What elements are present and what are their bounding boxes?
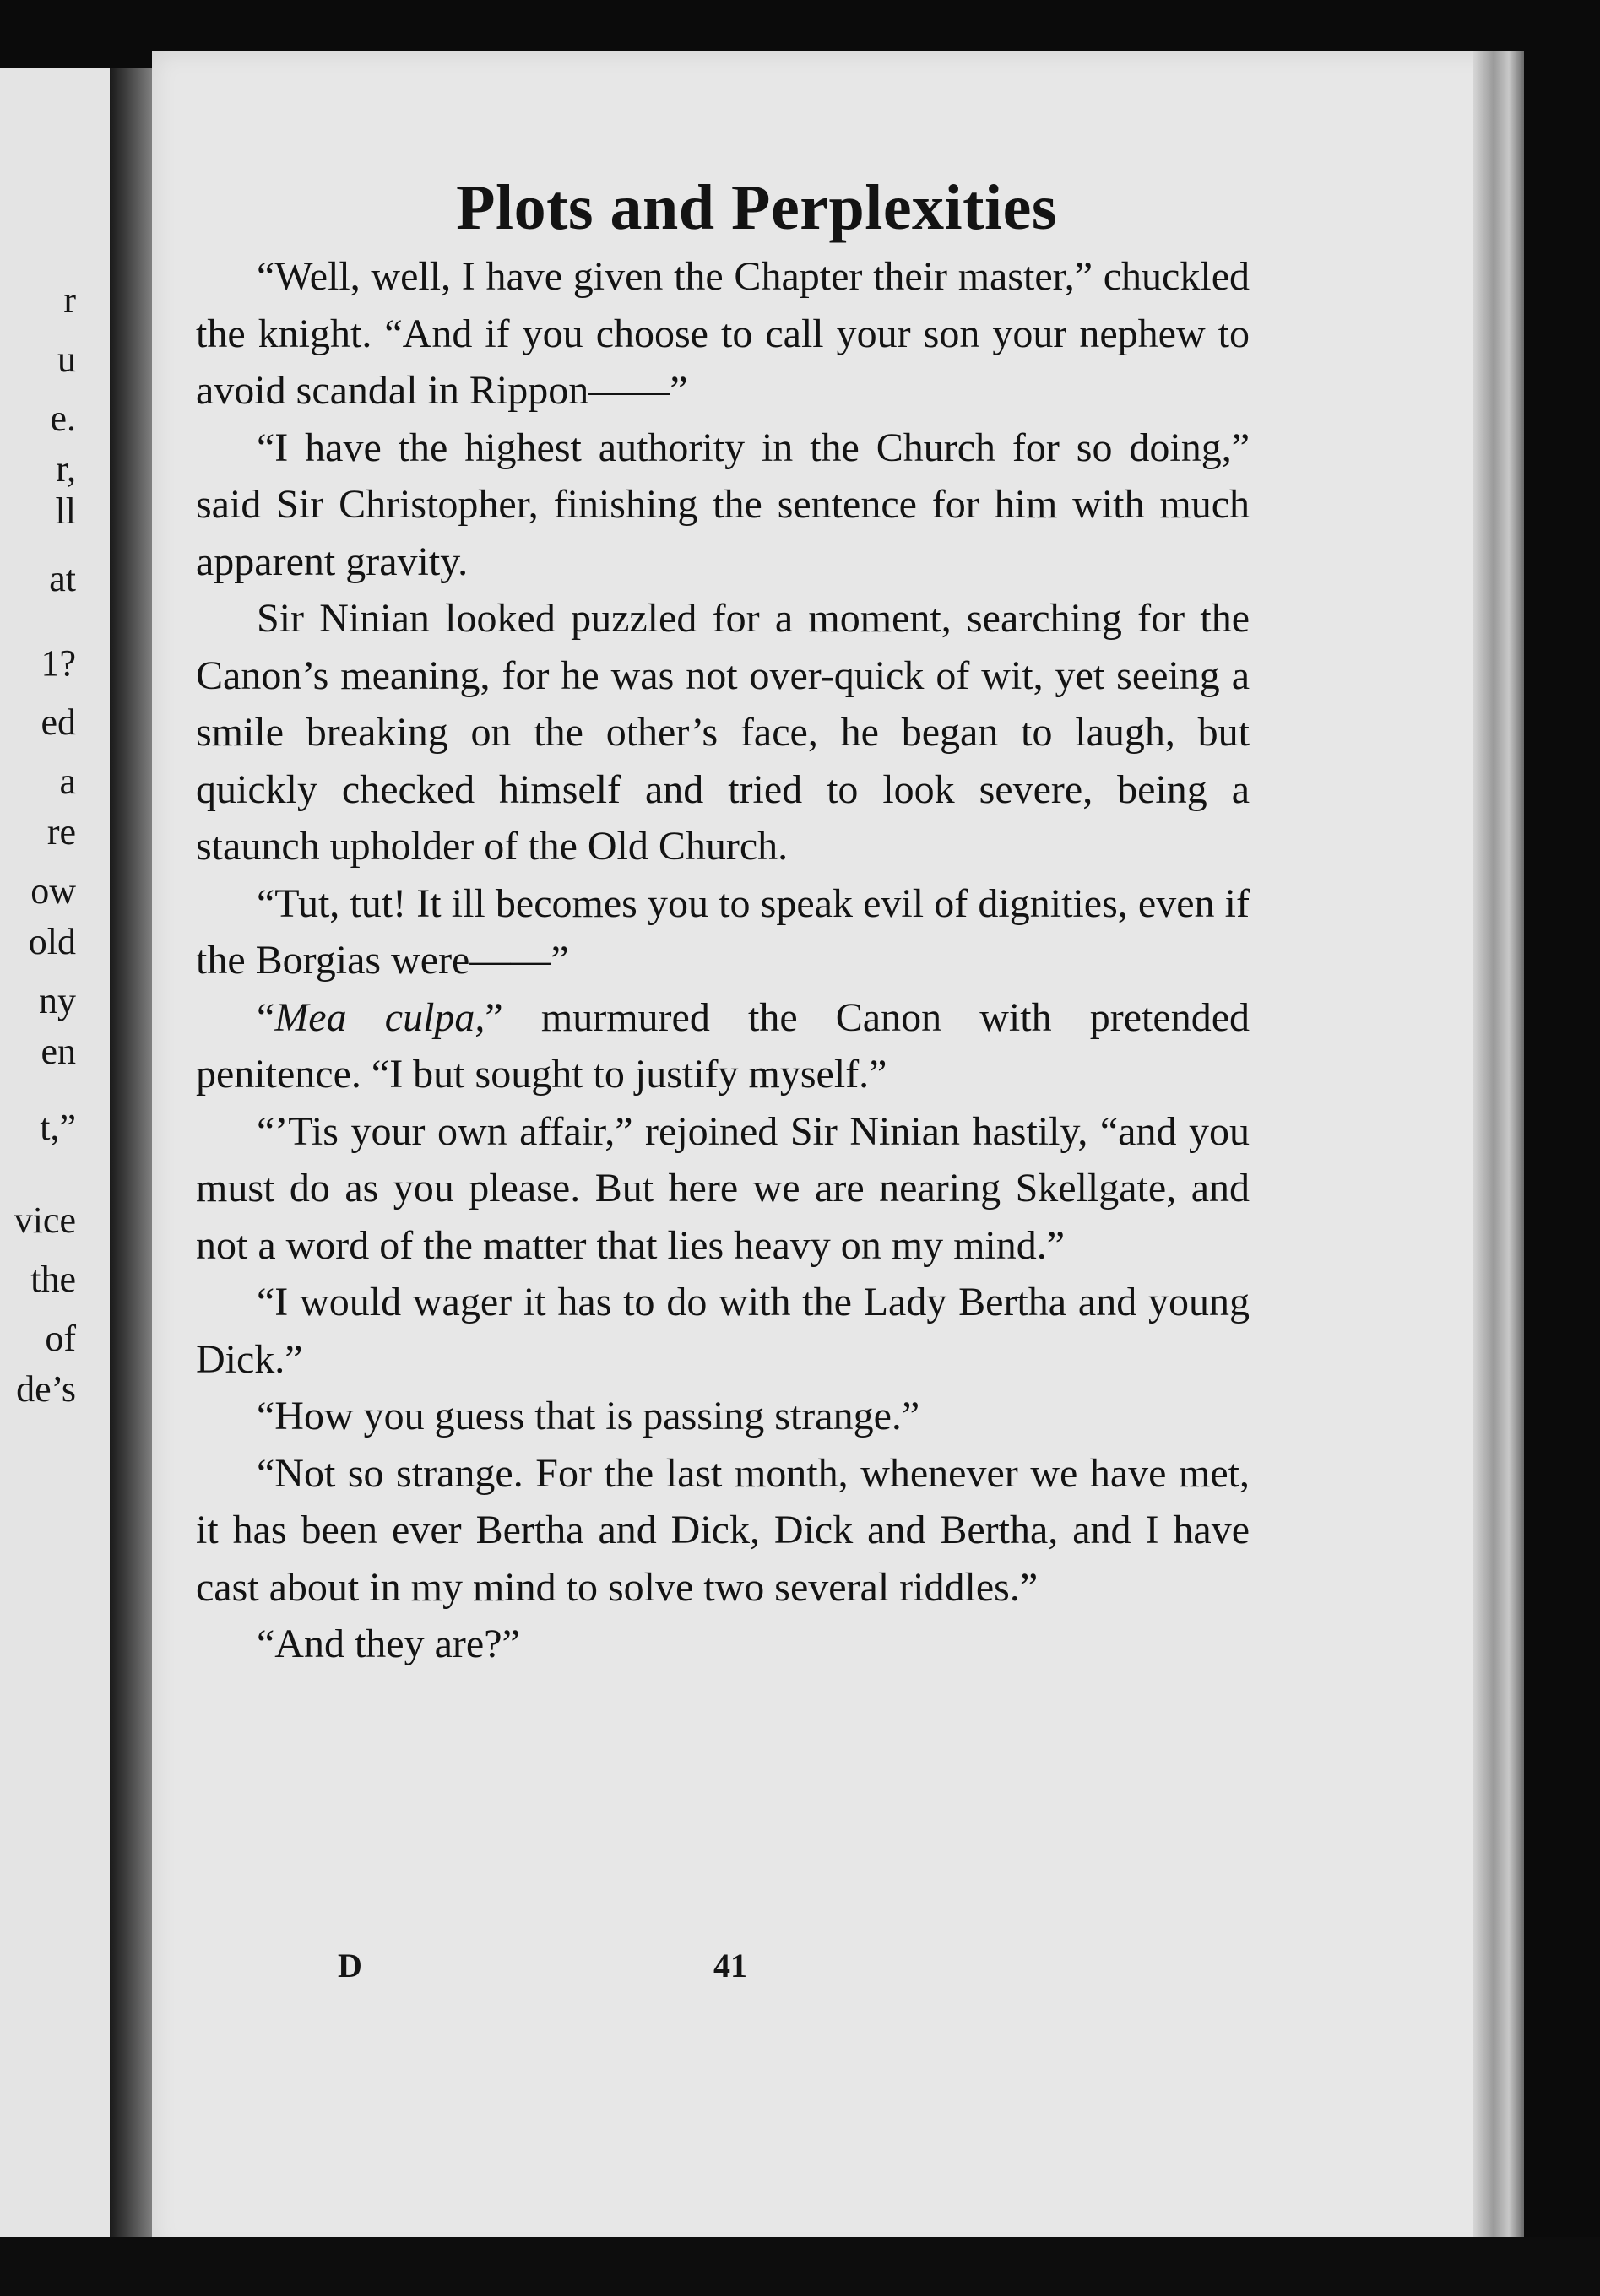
- left-page-fragment: ny: [39, 980, 76, 1021]
- paragraph: “How you guess that is passing strange.”: [257, 1394, 920, 1438]
- left-page-fragment: ed: [41, 701, 76, 743]
- left-page-fragment: t,”: [40, 1107, 76, 1148]
- left-page-fragment: r,: [56, 448, 76, 490]
- left-page-fragment: ow: [30, 870, 76, 912]
- paragraph: “’Tis your own affair,” rejoined Sir Ninian hastily, “and you must do as you please. But here we are nearing Skellgate, and not a word of the matter that lies heavy on my mind.”: [196, 1108, 1250, 1268]
- left-page-fragment: a: [59, 761, 76, 802]
- left-page-edge: [0, 68, 118, 2245]
- paragraph: “And they are?”: [257, 1622, 520, 1666]
- left-page-fragment: re: [46, 811, 76, 853]
- paragraph: “Mea culpa,” murmured the Canon with pretended penitence. “I but sought to justify myself.”: [196, 994, 1250, 1097]
- scan-bottom-border: [0, 2237, 1600, 2296]
- left-page-fragment: ll: [55, 490, 76, 532]
- paragraph: “I would wager it has to do with the Lady Bertha and young Dick.”: [196, 1280, 1250, 1382]
- signature-mark: D: [338, 1947, 362, 1985]
- left-page-fragment: de’s: [16, 1368, 76, 1410]
- left-page-fragment: r: [63, 279, 76, 321]
- paragraph: “Not so strange. For the last month, whenever we have met, it has been ever Bertha and Dick, Dick and Bertha, and I have cast about in my mind to solve two several riddles.”: [196, 1450, 1250, 1610]
- paragraph: Sir Ninian looked puzzled for a moment, searching for the Canon’s meaning, for he was not over-quick of wit, yet seeing a smile breaking on the other’s face, he began to laugh, but quickly checked himself and tried to look severe, being a staunch upholder of the Old Church.: [196, 596, 1250, 869]
- left-page-fragment: en: [41, 1031, 76, 1072]
- left-page-fragment: old: [28, 921, 76, 962]
- paragraph: “Well, well, I have given the Chapter their master,” chuckled the knight. “And if you choose to call your son your nephew to avoid scandal in Rippon——”: [196, 254, 1250, 413]
- paragraph-rest: ” murmured the Canon with pretended penitence. “I but sought to justify myself.”: [196, 994, 1250, 1097]
- paragraph: “Tut, tut! It ill becomes you to speak evil of dignities, even if the Borgias were——”: [196, 880, 1250, 983]
- page-right-edge: [1473, 51, 1524, 2254]
- left-page-fragment: the: [30, 1259, 76, 1300]
- left-page-fragment: of: [45, 1318, 76, 1359]
- latin-phrase: Mea culpa,: [274, 994, 485, 1040]
- left-page-fragment: at: [49, 558, 76, 599]
- page-number: 41: [713, 1947, 747, 1985]
- page-text-block: [196, 167, 1250, 1673]
- left-page-fragment: u: [57, 338, 76, 380]
- paragraph: “I have the highest authority in the Church for so doing,” said Sir Christopher, finishing the sentence for him with much apparent gravity.: [196, 425, 1250, 584]
- left-page-fragment: vice: [14, 1199, 76, 1241]
- chapter-running-title: Plots and Perplexities: [456, 172, 1057, 243]
- left-page-fragment: 1?: [41, 642, 76, 684]
- left-page-fragment: e.: [50, 398, 76, 439]
